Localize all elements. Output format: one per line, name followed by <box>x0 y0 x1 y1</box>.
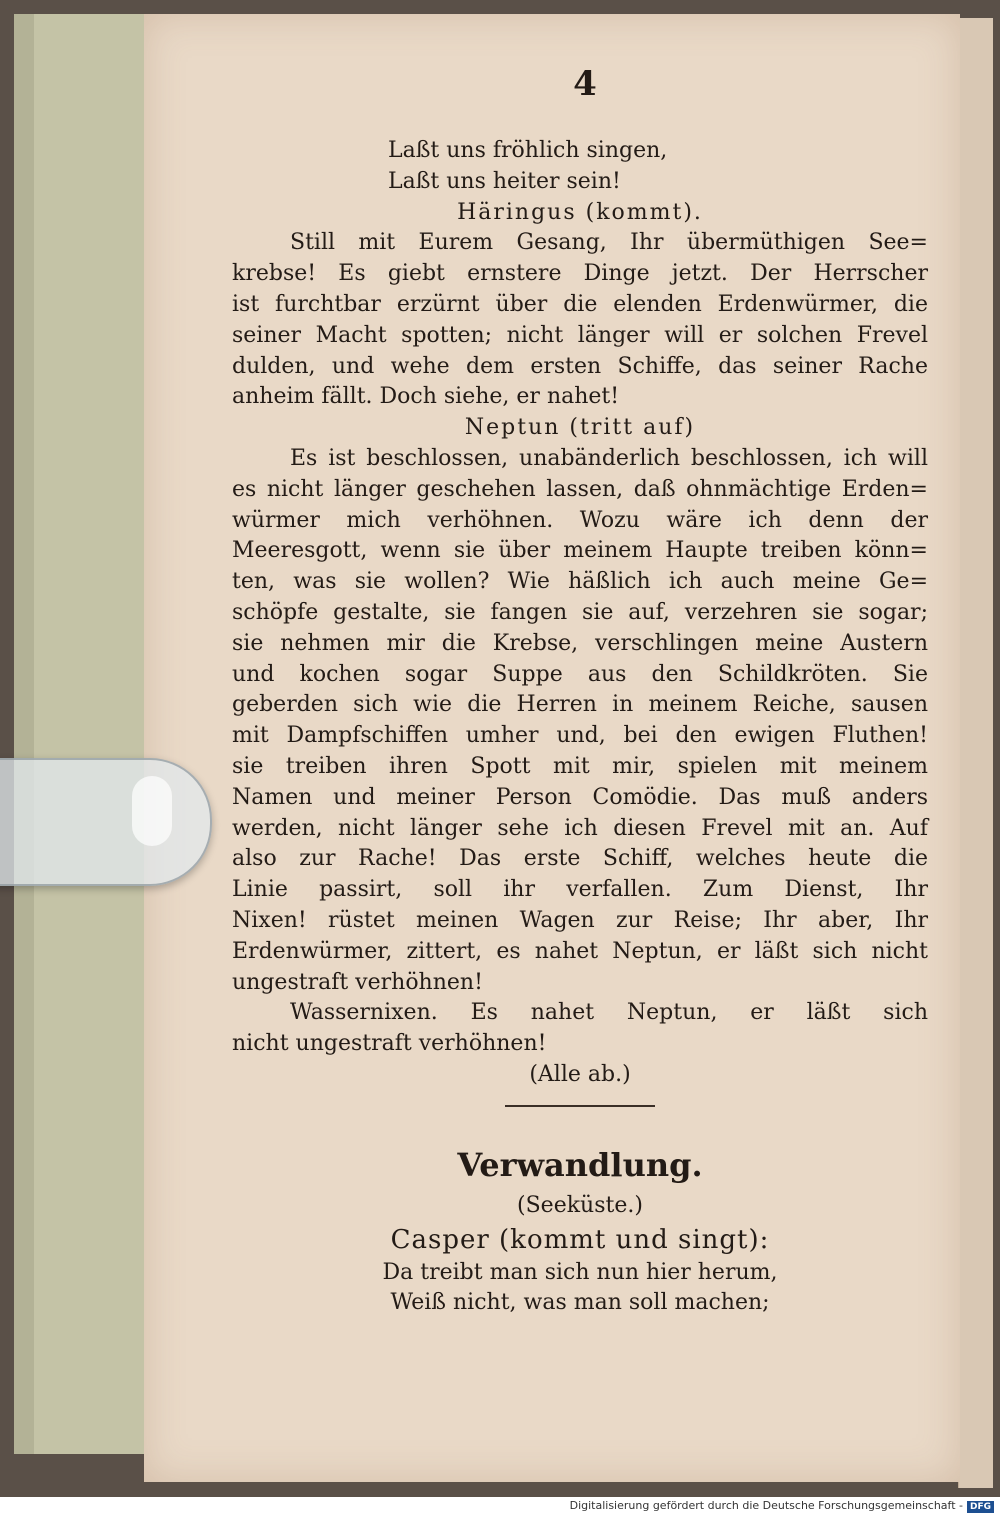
text-line: nicht ungestraft verhöhnen! <box>232 1031 547 1057</box>
text-line: ten, was sie wollen? Wie häßlich ich auch meine Ge= <box>232 569 928 595</box>
page-clip <box>0 758 212 886</box>
text-line: würmer mich verhöhnen. Wozu wäre ich denn der <box>232 507 928 533</box>
text-line: krebse! Es giebt ernstere Dinge jetzt. Der Herrscher <box>232 261 928 287</box>
text-line: mit Dampfschiffen umher und, bei den ewigen Fluthen! <box>232 723 928 749</box>
text-line: werden, nicht länger sehe ich diesen Frevel mit an. Auf <box>232 815 928 841</box>
text-line: ist furchtbar erzürnt über die elenden Erdenwürmer, die <box>232 291 928 317</box>
text-line: Es ist beschlossen, unabänderlich beschlossen, ich will <box>290 445 928 471</box>
text-line: sie nehmen mir die Krebse, verschlingen meine Austern <box>232 630 928 656</box>
text-line: Laßt uns fröhlich singen, <box>388 138 668 163</box>
text-line: anheim fällt. Doch siehe, er nahet! <box>232 384 620 410</box>
stage-direction: (Alle ab.) <box>529 1061 631 1087</box>
text-line: Meeresgott, wenn sie über meinem Haupte treiben könn= <box>232 538 928 564</box>
text-line: dulden, und wehe dem ersten Schiffe, das seiner Rache <box>232 353 928 379</box>
text-line: Linie passirt, soll ihr verfallen. Zum Dienst, Ihr <box>232 877 928 903</box>
speaker-line: Casper (kommt und singt): <box>390 1224 770 1255</box>
page-text <box>232 56 928 1319</box>
text-line: Still mit Eurem Gesang, Ihr übermüthigen See= <box>290 230 928 256</box>
footer-bar <box>0 1497 1000 1516</box>
text-line: ungestraft verhöhnen! <box>232 969 483 995</box>
text-line: geberden sich wie die Herren in meinem Reiche, sausen <box>232 692 928 718</box>
next-page-edge <box>958 18 993 1488</box>
page-number: 4 <box>573 64 597 104</box>
text-line: seiner Macht spotten; nicht länger will er solchen Frevel <box>232 322 928 348</box>
text-line: also zur Rache! Das erste Schiff, welches heute die <box>232 846 928 872</box>
text-line: sie treiben ihren Spott mit mir, spielen mit meinem <box>232 753 928 779</box>
text-line: es nicht länger geschehen lassen, daß ohnmächtige Erden= <box>232 476 928 502</box>
song-line: Weiß nicht, was man soll machen; <box>390 1290 770 1316</box>
text-line: Namen und meiner Person Comödie. Das muß anders <box>232 784 928 810</box>
text-line: Laßt uns heiter sein! <box>388 168 621 194</box>
speaker-line: Häringus (kommt). <box>457 199 703 225</box>
dfg-logo: DFG <box>967 1501 994 1513</box>
scene-note: (Seeküste.) <box>517 1192 643 1218</box>
text-line: Nixen! rüstet meinen Wagen zur Reise; Ihr aber, Ihr <box>232 907 928 933</box>
binding-board-edge <box>14 14 34 1454</box>
text-line: schöpfe gestalte, sie fangen sie auf, verzehren sie sogar; <box>232 599 928 625</box>
text-line: und kochen sogar Suppe aus den Schildkröten. Sie <box>232 661 928 687</box>
section-heading: Verwandlung. <box>457 1145 703 1184</box>
speaker-line: Neptun (tritt auf) <box>464 415 696 441</box>
song-line: Da treibt man sich nun hier herum, <box>382 1259 778 1285</box>
text-line: Erdenwürmer, zittert, es nahet Neptun, er läßt sich nicht <box>232 938 928 964</box>
footer-credit: Digitalisierung gefördert durch die Deutsche Forschungsgemeinschaft - <box>569 1499 963 1512</box>
speaker-line: Wassernixen. Es nahet Neptun, er läßt sich <box>290 1000 928 1026</box>
section-divider <box>505 1105 655 1107</box>
